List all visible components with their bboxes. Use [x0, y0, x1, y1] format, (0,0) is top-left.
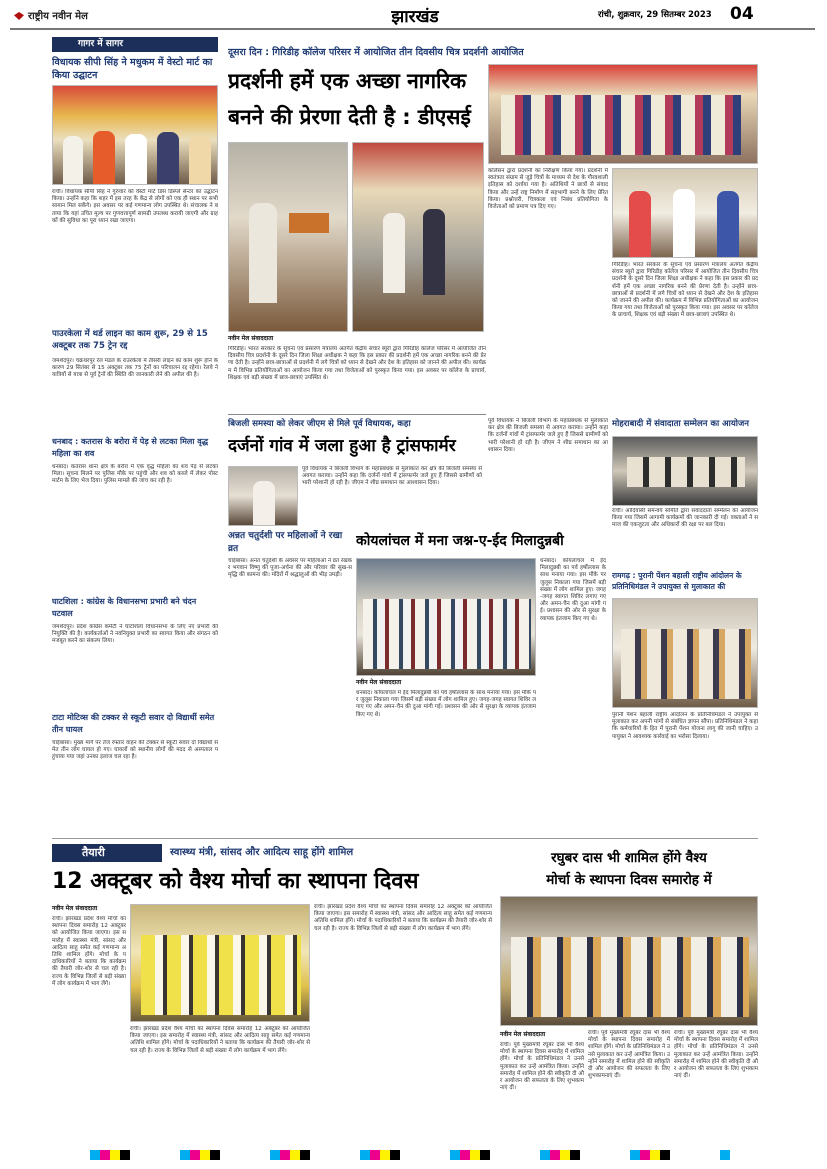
main-photo-ceremony [228, 142, 348, 332]
bottom-section-rule [52, 838, 758, 839]
left-story2-body: जमशेदपुर। चक्रधरपुर रेल मंडल के राउरकेला में तीसरी लाइन का काम शुरू होने के कारण 29 सितंबर से 15 अक्टूबर तक 75 ट्रेनों का परिचालन रद्द रहेगा। रेलवे ने यात्रियों से यात्रा से पूर्व ट्रेनों की स्थिति की जानकारी लेने की अपील की है। [52, 358, 218, 379]
ramgarh-body: पुरानी पेंशन बहाली राष्ट्रीय आंदोलन के प्रतिनिधिमंडल ने उपायुक्त से मुलाकात कर अपनी मांगों से संबंधित ज्ञापन सौंपा। प्रतिनिधिमंडल ने कहा कि कर्मचारियों के हित में पुरानी पेंशन योजना लागू की जानी चाहिए। उपायुक्त ने आवश्यक कार्रवाई का भरोसा दिलाया। [612, 712, 758, 740]
vaishya-label: तैयारी [52, 844, 162, 862]
left-story2-title: पाउरकेला में थर्ड लाइन का काम शुरू, 29 से 15 अक्टूबर तक 75 ट्रेन रद्द [52, 329, 208, 351]
raghubar-body: रांची। पूर्व मुख्यमंत्री रघुबर दास भी वैश्य मोर्चा के स्थापना दिवस समारोह में शामिल होंगे। मोर्चा के प्रतिनिधिमंडल ने उनसे मुलाकात कर उन्हें आमंत्रित किया। उन्होंने समारोह में शामिल होने की स्वीकृति दी और आयोजन की सफलता के लिए शुभकामनाएं दीं। [500, 1042, 584, 1092]
raghubar-body-2: रांची। पूर्व मुख्यमंत्री रघुबर दास भी वैश्य मोर्चा के स्थापना दिवस समारोह में शामिल होंगे। मोर्चा के प्रतिनिधिमंडल ने उनसे मुलाकात कर उन्हें आमंत्रित किया। उन्होंने समारोह में शामिल होने की स्वीकृति दी और आयोजन की सफलता के लिए शुभकामनाएं दीं। [588, 1030, 670, 1080]
transformer-body: पूर्व विधायक ने बिजली विभाग के महाप्रबंधक से मुलाकात कर क्षेत्र की बिजली समस्या से अवगत कराया। उन्होंने कहा कि दर्जनों गांवों में ट्रांसफार्मर जले हुए हैं जिससे ग्रामीणों को भारी परेशानी हो रही है। जीएम ने शीघ्र समाधान का आश्वासन दिया। [302, 466, 482, 487]
vaishya-byline: नवीन मेल संवाददाता [52, 905, 98, 912]
left-story1-body: रांची। विधायक सीपी सिंह ने गुरुवार को वेस्टो मार्ट डिस डिस्प्ले सेन्टर का उद्घाटन किया। उन्होंने कहा कि शहर में इस तरह के केंद्र से लोगों को एक ही स्थान पर सभी सामान मिल सकेंगे। इस अवसर पर कई गणमान्य लोग उपस्थित थे। संचालक ने बताया कि यहां उचित मूल्य पर गुणवत्तापूर्ण सामग्री उपलब्ध करायी जाएगी और ग्राहकों की सुविधा का पूरा ध्यान रखा जाएगा। [52, 189, 218, 224]
milad-body-right: धनबाद। कोयलांचल में ईद मिलादुन्नबी का पर्व हर्षोल्लास के साथ मनाया गया। इस मौके पर जुलूस निकाला गया जिसमें बड़ी संख्या में लोग शामिल हुए। जगह-जगह स्वागत शिविर लगाए गए और अमन-चैन की दुआ मांगी गई। प्रशासन की ओर से सुरक्षा के व्यापक इंतजाम किए गए थे। [540, 558, 606, 622]
left-story1-title: विधायक सीपी सिंह ने मधुकम में वेस्टो मार्ट का किया उद्घाटन [52, 57, 213, 81]
main-headline-line2: बनने की प्रेरणा देती है : डीएसई [228, 105, 471, 129]
main-body-right: कोलेसन द्वारा प्रदर्शनी का निरीक्षण किया गया। प्रदर्शनी में स्वतंत्रता संग्राम से जुड़े चित्रों के माध्यम से देश के गौरवशाली इतिहास को दर्शाया गया है। अतिथियों ने छात्रों से संवाद किया और उन्हें राष्ट्र निर्माण में सहभागी बनने के लिए प्रेरित किया। प्रश्नोत्तरी, चित्रकला एवं निबंध प्रतियोगिता के विजेताओं को प्रमाण पत्र दिए गए। [488, 168, 608, 211]
milad-byline: नवीन मेल संवाददाता [356, 679, 402, 686]
masthead-rule [10, 28, 815, 30]
section-title: झारखंड [391, 7, 439, 27]
raghubar-photo [500, 896, 758, 1026]
left-story4-title: घाटशिला : कांग्रेस के विधानसभा प्रभारी बने चंदन घटवाल [52, 597, 197, 618]
main-headline-line1: प्रदर्शनी हमें एक अच्छा नागरिक [228, 69, 467, 93]
transformer-kicker: बिजली समस्या को लेकर जीएम से मिले पूर्व विधायक, कहा [228, 419, 411, 429]
left-story5-body: चाईबासा। मुख्य मार्ग पर तेज रफ्तार वाहन की टक्कर से स्कूटी सवार दो विद्यार्थी समेत तीन लोग घायल हो गए। घायलों को स्थानीय लोगों की मदद से अस्पताल पहुंचाया गया जहां उनका इलाज चल रहा है। [52, 740, 218, 761]
raghubar-byline: नवीन मेल संवाददाता [500, 1031, 546, 1038]
milad-body: धनबाद। कोयलांचल में ईद मिलादुन्नबी का पर्व हर्षोल्लास के साथ मनाया गया। इस मौके पर जुलूस निकाला गया जिसमें बड़ी संख्या में लोग शामिल हुए। जगह-जगह स्वागत शिविर लगाए गए और अमन-चैन की दुआ मांगी गई। प्रशासन की ओर से सुरक्षा के व्यापक इंतजाम किए गए थे। [356, 690, 536, 718]
ramgarh-photo [612, 598, 758, 708]
ramgarh-title: रामगढ़ : पुरानी पेंशन बहाली राष्ट्रीय आंदोलन के प्रतिनिधिमंडल ने उपायुक्त से मुलाकात की [612, 571, 742, 591]
vaishya-photo [130, 904, 310, 1022]
left-story5-title: टाटा मोटिव्स की टक्कर से स्कूटी सवार दो विद्यार्थी समेत तीन घायल [52, 713, 215, 734]
main-byline: नवीन मेल संवाददाता [228, 335, 274, 342]
main-kicker: दूसरा दिन : गिरिडीह कॉलेज परिसर में आयोजित तीन दिवसीय चित्र प्रदर्शनी आयोजित [228, 47, 524, 58]
color-registration-bar [90, 1150, 730, 1160]
raghubar-headline-line1: रघुबर दास भी शामिल होंगे वैश्य [551, 850, 707, 866]
vaishya-body-3: रांची। झारखंड प्रदेश वैश्य मोर्चा का स्थापना दिवस समारोह 12 अक्टूबर को आयोजित किया जाएगा। इस समारोह में स्वास्थ्य मंत्री, सांसद और आदित्य साहू समेत कई गणमान्य अतिथि शामिल होंगे। मोर्चा के पदाधिकारियों ने बताया कि कार्यक्रम की तैयारी जोर-शोर से चल रही है। राज्य के विभिन्न जिलों से बड़ी संख्या में लोग कार्यक्रम में भाग लेंगे। [314, 904, 492, 932]
raghubar-body-3: रांची। पूर्व मुख्यमंत्री रघुबर दास भी वैश्य मोर्चा के स्थापना दिवस समारोह में शामिल होंगे। मोर्चा के प्रतिनिधिमंडल ने उनसे मुलाकात कर उन्हें आमंत्रित किया। उन्होंने समारोह में शामिल होने की स्वीकृति दी और आयोजन की सफलता के लिए शुभकामनाएं दीं। [674, 1030, 758, 1080]
mohrabadi-photo [612, 436, 758, 506]
milad-photo [356, 558, 536, 676]
transformer-body-right: पूर्व विधायक ने बिजली विभाग के महाप्रबंधक से मुलाकात कर क्षेत्र की बिजली समस्या से अवगत कराया। उन्होंने कहा कि दर्जनों गांवों में ट्रांसफार्मर जले हुए हैं जिससे ग्रामीणों को भारी परेशानी हो रही है। जीएम ने शीघ्र समाधान का आश्वासन दिया। [488, 418, 608, 453]
left-story3-title: धनबाद : कतरास के बरोरा में पेड़ से लटका मिला वृद्ध महिला का शव [52, 437, 209, 458]
antar-title: अन्नत चतुर्दशी पर महिलाओं ने रखा व्रत [228, 531, 343, 554]
vaishya-body-2: रांची। झारखंड प्रदेश वैश्य मोर्चा का स्थापना दिवस समारोह 12 अक्टूबर को आयोजित किया जाएगा। इस समारोह में स्वास्थ्य मंत्री, सांसद और आदित्य साहू समेत कई गणमान्य अतिथि शामिल होंगे। मोर्चा के पदाधिकारियों ने बताया कि कार्यक्रम की तैयारी जोर-शोर से चल रही है। राज्य के विभिन्न जिलों से बड़ी संख्या में लोग कार्यक्रम में भाग लेंगे। [130, 1026, 310, 1054]
vaishya-body: रांची। झारखंड प्रदेश वैश्य मोर्चा का स्थापना दिवस समारोह 12 अक्टूबर को आयोजित किया जाएगा। इस समारोह में स्वास्थ्य मंत्री, सांसद और आदित्य साहू समेत कई गणमान्य अतिथि शामिल होंगे। मोर्चा के पदाधिकारियों ने बताया कि कार्यक्रम की तैयारी जोर-शोर से चल रही है। राज्य के विभिन्न जिलों से बड़ी संख्या में लोग कार्यक्रम में भाग लेंगे। [52, 916, 126, 987]
transformer-photo [228, 466, 298, 526]
main-body: गिरिडीह। भारत सरकार के सूचना एवं प्रसारण मंत्रालय अंतर्गत केंद्रीय संचार ब्यूरो द्वारा गिरिडीह कॉलेज परिसर में आयोजित तीन दिवसीय चित्र प्रदर्शनी के दूसरे दिन जिला शिक्षा अधीक्षक ने कहा कि इस प्रकार की प्रदर्शनी हमें एक अच्छा नागरिक बनने की प्रेरणा देती है। उन्होंने छात्र-छात्राओं से प्रदर्शनी में लगे चित्रों को ध्यान से देखने और देश के इतिहास को जानने की अपील की। कार्यक्रम में विभिन्न प्रतियोगिताओं का आयोजन किया गया तथा विजेताओं को पुरस्कृत किया गया। इस अवसर पर कॉलेज के प्राचार्य, शिक्षक एवं बड़ी संख्या में छात्र-छात्राएं उपस्थित थे। [228, 346, 486, 381]
masthead-brand: राष्ट्रीय नवीन मेल [14, 8, 214, 24]
vaishya-kicker: स्वास्थ्य मंत्री, सांसद और आदित्य साहू होंगे शामिल [170, 847, 354, 858]
main-divider [228, 414, 486, 415]
mohrabadi-title: मोहराबादी में संवादाता सम्मेलन का आयोजन [612, 419, 749, 429]
raghubar-headline-line2: मोर्चा के स्थापना दिवस समारोह में [546, 872, 712, 888]
left-story4-body: जमशेदपुर। प्रदेश कांग्रेस कमेटी ने घाटशिला विधानसभा के लिए नए प्रभारी की नियुक्ति की है। कार्यकर्ताओं ने नवनियुक्त प्रभारी का स्वागत किया और संगठन को मजबूत करने का संकल्प लिया। [52, 624, 218, 645]
main-photo-stage [352, 142, 484, 332]
issue-date: रांची, शुक्रवार, 29 सितम्बर 2023 [598, 10, 712, 20]
vaishya-headline: 12 अक्टूबर को वैश्य मोर्चा का स्थापना दिवस [52, 869, 419, 894]
main-body-right2: गिरिडीह। भारत सरकार के सूचना एवं प्रसारण मंत्रालय अंतर्गत केंद्रीय संचार ब्यूरो द्वारा गिरिडीह कॉलेज परिसर में आयोजित तीन दिवसीय चित्र प्रदर्शनी के दूसरे दिन जिला शिक्षा अधीक्षक ने कहा कि इस प्रकार की प्रदर्शनी हमें एक अच्छा नागरिक बनने की प्रेरणा देती है। उन्होंने छात्र-छात्राओं से प्रदर्शनी में लगे चित्रों को ध्यान से देखने और देश के इतिहास को जानने की अपील की। कार्यक्रम में विभिन्न प्रतियोगिताओं का आयोजन किया गया तथा विजेताओं को पुरस्कृत किया गया। इस अवसर पर कॉलेज के प्राचार्य, शिक्षक एवं बड़ी संख्या में छात्र-छात्राएं उपस्थित थे। [612, 262, 758, 319]
transformer-headline: दर्जनों गांव में जला हुआ है ट्रांसफार्मर [228, 436, 456, 456]
left-story3-body: धनबाद। कतरास थाना क्षेत्र के बरोरा में एक वृद्ध महिला का शव पेड़ से लटका मिला। सूचना मिलने पर पुलिस मौके पर पहुंची और शव को कब्जे में लेकर पोस्टमार्टम के लिए भेज दिया। पुलिस मामले की जांच कर रही है। [52, 464, 218, 485]
bird-logo-icon [14, 12, 24, 20]
main-photo-award [612, 168, 758, 258]
mohrabadi-body: रांची। आदिवासी समन्वय समिति द्वारा संवाददाता सम्मेलन का आयोजन किया गया जिसमें आगामी कार्यक्रमों की जानकारी दी गई। वक्ताओं ने समाज की एकजुटता और अधिकारों की रक्षा पर बल दिया। [612, 508, 758, 529]
page-number: 04 [730, 4, 754, 24]
left-story1-photo [52, 85, 218, 185]
main-photo-students [488, 64, 758, 164]
milad-headline: कोयलांचल में मना जश्न-ए-ईद मिलादुन्नबी [356, 533, 564, 549]
antar-body: चाईबासा। अनंत चतुर्दशी के अवसर पर महिलाओं ने व्रत रखकर भगवान विष्णु की पूजा-अर्चना की और परिवार की सुख-समृद्धि की कामना की। मंदिरों में श्रद्धालुओं की भीड़ उमड़ी। [228, 558, 352, 579]
left-column-tag: गागर में सागर [52, 37, 218, 52]
